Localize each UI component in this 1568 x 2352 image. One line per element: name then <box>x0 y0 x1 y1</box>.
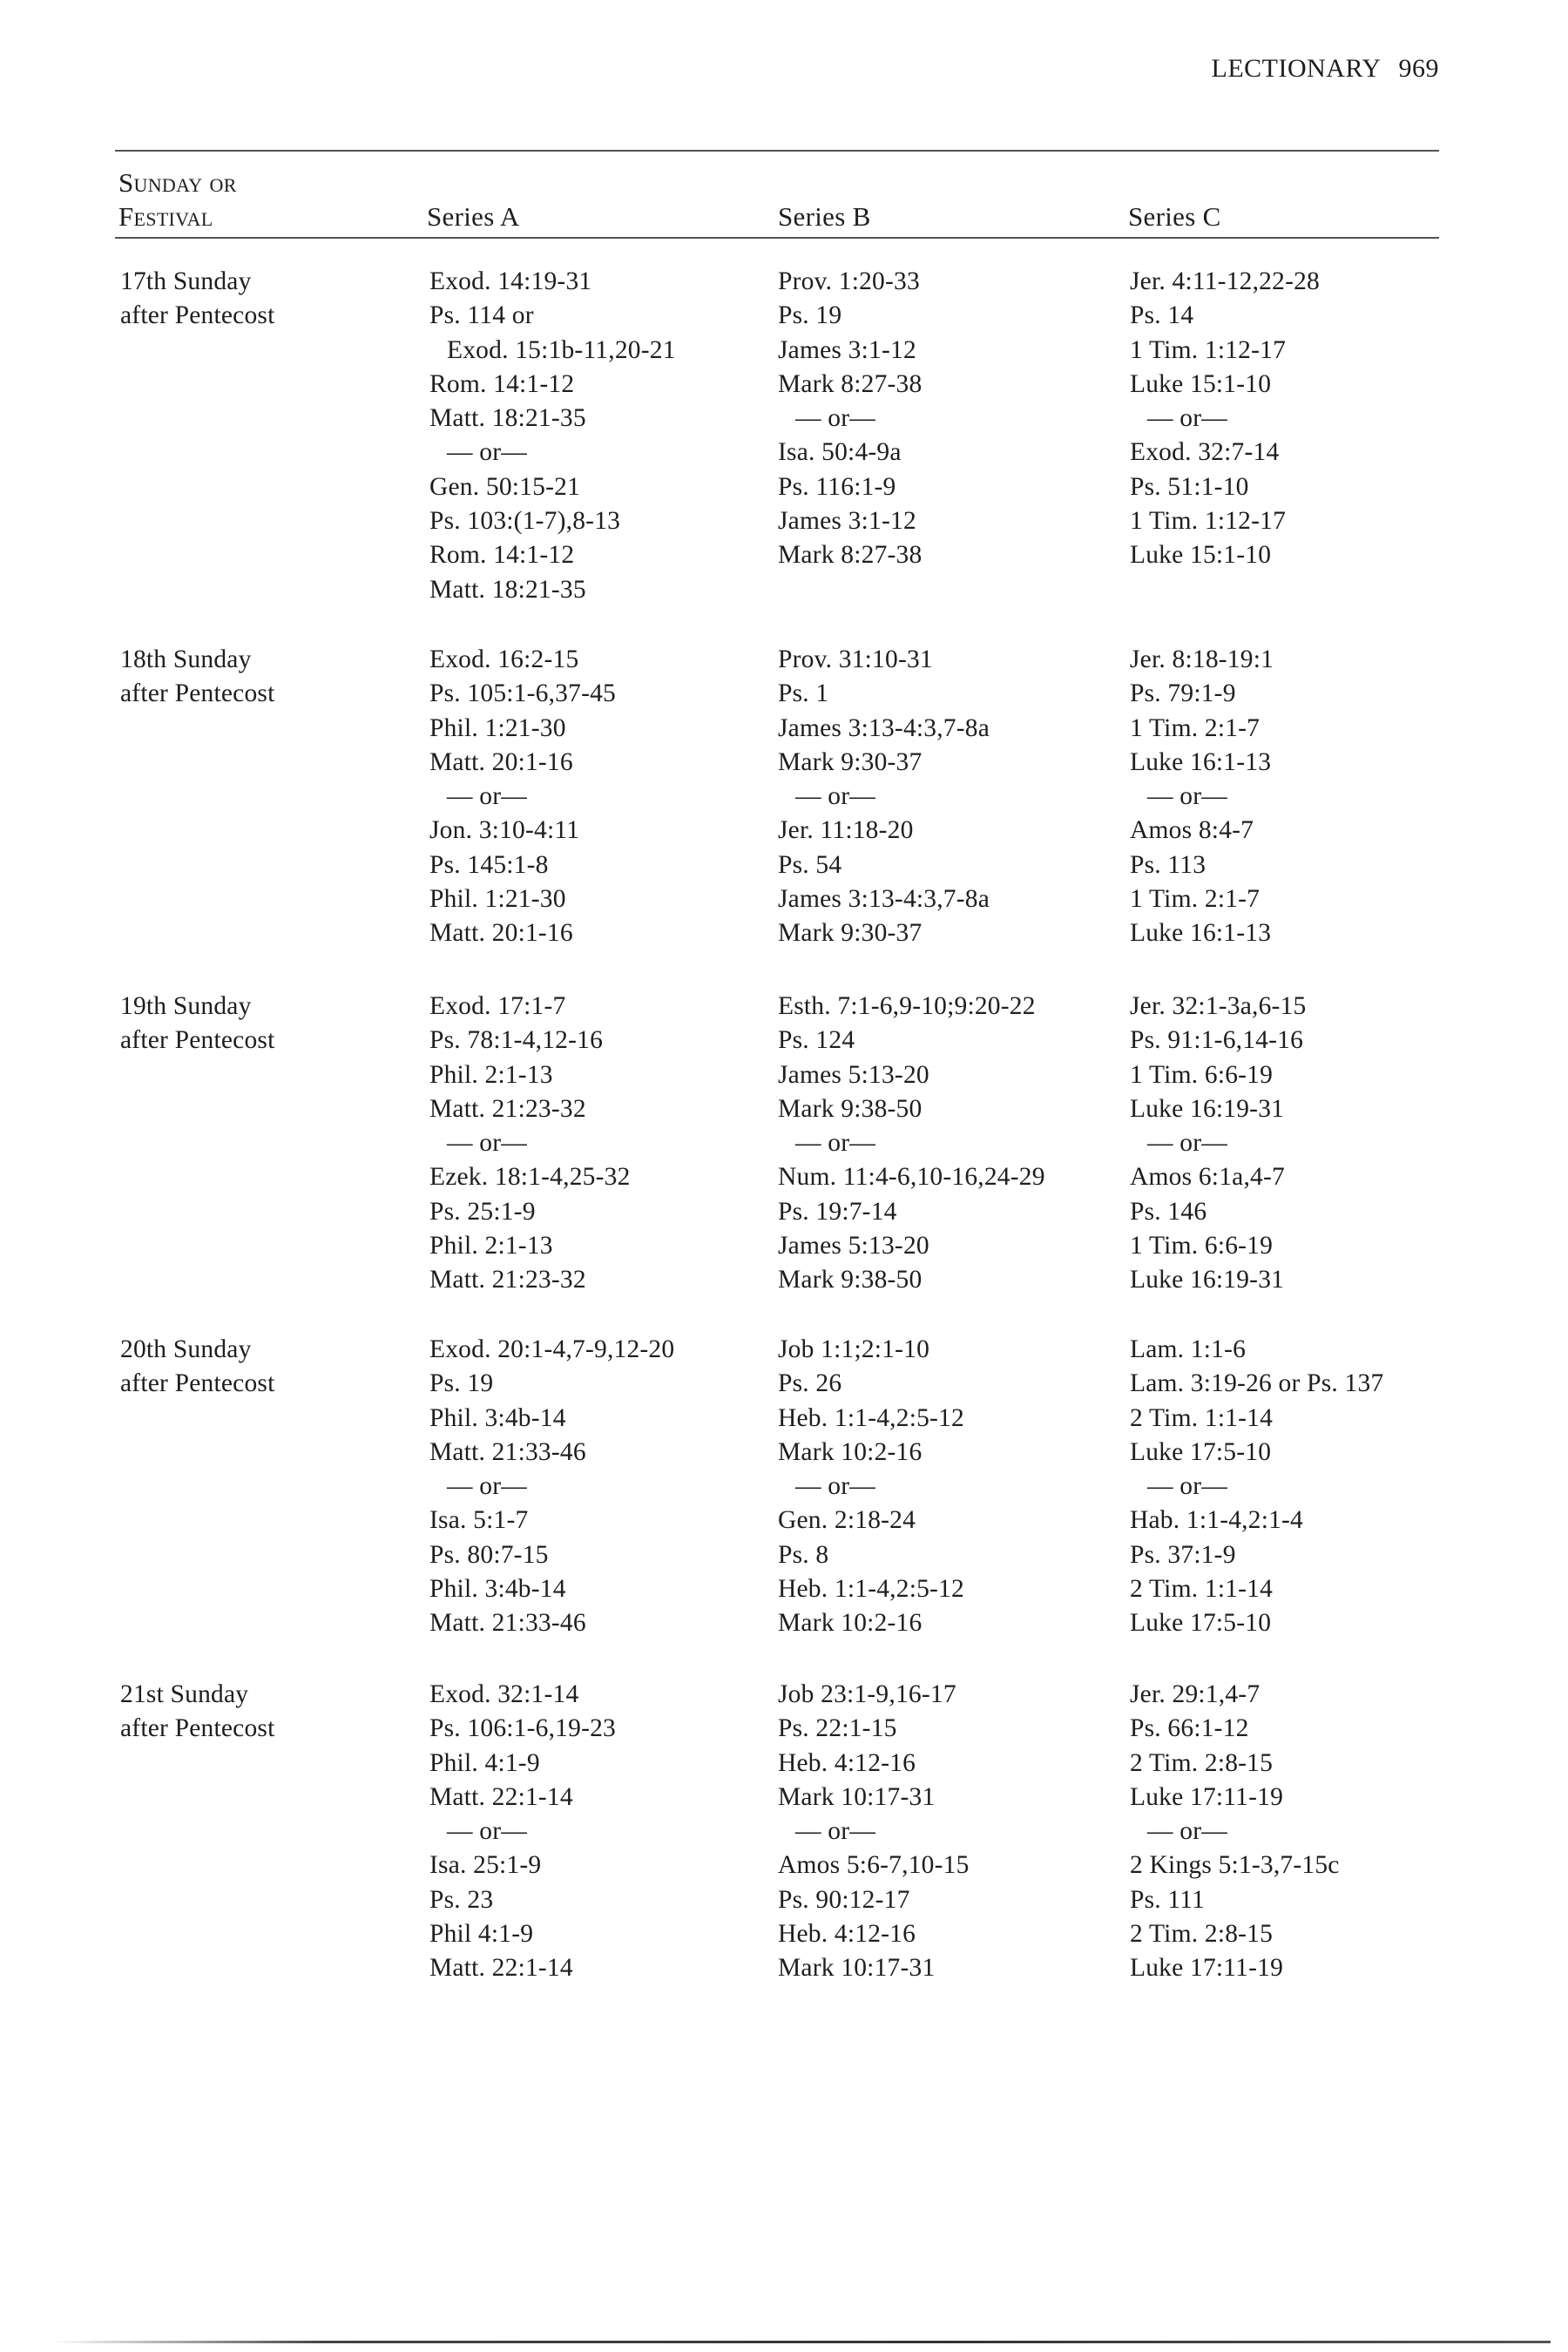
series-a-cell <box>429 643 616 951</box>
reading-line: Luke 16:19-31 <box>1130 1266 1285 1294</box>
festival-cell <box>120 1678 274 1747</box>
reading-line: James 3:1-12 <box>778 335 916 364</box>
reading-line: Jer. 8:18-19:1 <box>1130 645 1274 673</box>
reading-line: Exod. 16:2-15 <box>429 645 579 673</box>
page-edge-line <box>52 2341 1551 2343</box>
reading-line: Jer. 32:1-3a,6-15 <box>1130 992 1307 1020</box>
reading-line: Phil. 1:21-30 <box>429 713 566 742</box>
reading-line: Matt. 21:33-46 <box>429 1437 586 1466</box>
reading-line: Luke 15:1-10 <box>1130 369 1272 398</box>
reading-line: Mark 10:2-16 <box>778 1437 923 1466</box>
festival-line: after Pentecost <box>120 1026 275 1055</box>
reading-line: James 3:13-4:3,7-8a <box>778 885 990 914</box>
running-head <box>1212 54 1440 84</box>
series-b-cell <box>778 1678 970 1986</box>
reading-line: Matt. 18:21-35 <box>429 575 586 604</box>
series-a-cell <box>429 990 631 1298</box>
reading-line: — or— <box>1147 1817 1227 1846</box>
header-top-rule <box>115 150 1439 152</box>
reading-line: Ps. 78:1-4,12-16 <box>429 1026 604 1055</box>
reading-line: Lam. 1:1-6 <box>1130 1335 1247 1363</box>
page-number: 969 <box>1398 54 1439 83</box>
festival-line: 17th Sunday <box>120 267 252 295</box>
reading-line: Prov. 1:20-33 <box>778 267 920 295</box>
series-a-cell <box>429 265 676 607</box>
reading-line: — or— <box>795 782 875 811</box>
reading-line: — or— <box>1147 404 1227 433</box>
running-head-title: LECTIONARY <box>1211 54 1382 83</box>
reading-line: Ps. 116:1-9 <box>778 472 896 501</box>
reading-line: Mark 9:30-37 <box>778 919 923 948</box>
reading-line: Amos 5:6-7,10-15 <box>778 1851 970 1880</box>
reading-line: Heb. 4:12-16 <box>778 1748 916 1777</box>
festival-line: after Pentecost <box>120 1714 275 1743</box>
reading-line: Ps. 66:1-12 <box>1130 1714 1249 1743</box>
reading-line: Amos 8:4-7 <box>1130 816 1254 845</box>
reading-line: Ps. 124 <box>778 1026 855 1055</box>
series-b-cell <box>778 990 1045 1298</box>
series-c-cell <box>1130 265 1320 573</box>
reading-line: Matt. 21:23-32 <box>429 1266 586 1294</box>
reading-line: 1 Tim. 6:6-19 <box>1130 1232 1274 1260</box>
reading-line: Matt. 20:1-16 <box>429 747 573 776</box>
reading-line: — or— <box>1147 1472 1227 1501</box>
reading-line: Lam. 3:19-26 or Ps. 137 <box>1130 1369 1384 1398</box>
series-a-cell <box>429 1333 674 1641</box>
series-c-cell <box>1130 990 1306 1298</box>
reading-line: Ps. 79:1-9 <box>1130 679 1236 708</box>
reading-line: 1 Tim. 2:1-7 <box>1130 885 1260 914</box>
festival-line: 20th Sunday <box>120 1335 252 1363</box>
festival-line: after Pentecost <box>120 301 275 330</box>
reading-line: Luke 16:19-31 <box>1130 1094 1285 1123</box>
reading-line: Ps. 90:12-17 <box>778 1885 910 1914</box>
reading-line: Exod. 20:1-4,7-9,12-20 <box>429 1335 675 1363</box>
reading-line: Phil. 2:1-13 <box>429 1232 553 1260</box>
reading-line: — or— <box>447 1129 527 1158</box>
reading-line: Mark 10:17-31 <box>778 1782 936 1811</box>
festival-cell <box>120 643 274 712</box>
reading-line: Heb. 1:1-4,2:5-12 <box>778 1403 964 1432</box>
reading-line: — or— <box>795 404 875 433</box>
festival-cell <box>120 265 274 334</box>
reading-line: Job 23:1-9,16-17 <box>778 1680 956 1708</box>
reading-line: Jer. 29:1,4-7 <box>1130 1680 1260 1708</box>
header-bottom-rule <box>115 237 1439 239</box>
reading-line: Mark 9:30-37 <box>778 747 923 776</box>
reading-line: Luke 15:1-10 <box>1130 541 1272 570</box>
reading-line: Num. 11:4-6,10-16,24-29 <box>778 1163 1045 1192</box>
column-header-festival-line1: Sunday or <box>118 167 237 198</box>
reading-line: — or— <box>795 1817 875 1846</box>
reading-line: Ps. 1 <box>778 679 829 708</box>
reading-line: Ps. 54 <box>778 850 842 879</box>
reading-line: Mark 10:17-31 <box>778 1954 936 1983</box>
series-c-cell <box>1130 643 1274 951</box>
reading-line: Jer. 11:18-20 <box>778 816 914 845</box>
reading-line: Mark 8:27-38 <box>778 541 923 570</box>
festival-line: after Pentecost <box>120 1369 275 1398</box>
festival-line: 19th Sunday <box>120 992 252 1020</box>
reading-line: Ps. 80:7-15 <box>429 1540 549 1569</box>
reading-line: Phil. 4:1-9 <box>429 1748 540 1777</box>
reading-line: Matt. 22:1-14 <box>429 1782 573 1811</box>
reading-line: Ps. 23 <box>429 1885 494 1914</box>
festival-line: 18th Sunday <box>120 645 252 673</box>
reading-line: Ps. 22:1-15 <box>778 1714 897 1743</box>
reading-line: 1 Tim. 1:12-17 <box>1130 507 1287 536</box>
reading-line: Ps. 105:1-6,37-45 <box>429 679 617 708</box>
reading-line: Jer. 4:11-12,22-28 <box>1130 267 1320 295</box>
reading-line: Matt. 21:23-32 <box>429 1094 586 1123</box>
reading-line: Ezek. 18:1-4,25-32 <box>429 1163 631 1192</box>
reading-line: — or— <box>447 1472 527 1501</box>
series-b-cell <box>778 265 922 573</box>
reading-line: 1 Tim. 6:6-19 <box>1130 1060 1274 1089</box>
reading-line: Luke 17:5-10 <box>1130 1437 1272 1466</box>
reading-line: Ps. 19 <box>778 301 842 330</box>
series-b-cell <box>778 643 990 951</box>
reading-line: — or— <box>795 1129 875 1158</box>
series-c-cell <box>1130 1333 1383 1641</box>
reading-line: Ps. 106:1-6,19-23 <box>429 1714 617 1743</box>
column-header-series-b: Series B <box>778 201 871 232</box>
reading-line: Rom. 14:1-12 <box>429 541 575 570</box>
reading-line: — or— <box>1147 1129 1227 1158</box>
reading-line: 2 Tim. 1:1-14 <box>1130 1403 1274 1432</box>
reading-line: — or— <box>1147 782 1227 811</box>
reading-line: Jon. 3:10-4:11 <box>429 816 580 845</box>
reading-line: Ps. 145:1-8 <box>429 850 549 879</box>
reading-line: Phil. 3:4b-14 <box>429 1403 566 1432</box>
reading-line: Ps. 8 <box>778 1540 829 1569</box>
reading-line: 2 Tim. 2:8-15 <box>1130 1920 1274 1949</box>
reading-line: Isa. 5:1-7 <box>429 1506 529 1535</box>
reading-line: Phil. 3:4b-14 <box>429 1575 566 1604</box>
reading-line: 2 Kings 5:1-3,7-15c <box>1130 1851 1340 1880</box>
series-a-cell <box>429 1678 616 1986</box>
reading-line: Phil. 2:1-13 <box>429 1060 553 1089</box>
reading-line: Matt. 21:33-46 <box>429 1609 586 1638</box>
reading-line: Luke 16:1-13 <box>1130 919 1272 948</box>
reading-line: Matt. 22:1-14 <box>429 1954 573 1983</box>
reading-line: Ps. 19:7-14 <box>778 1197 897 1226</box>
reading-line: Matt. 18:21-35 <box>429 404 586 433</box>
reading-line: — or— <box>447 1817 527 1846</box>
reading-line: Ps. 14 <box>1130 301 1194 330</box>
reading-line: Rom. 14:1-12 <box>429 369 575 398</box>
reading-line: Ps. 114 or <box>429 301 534 330</box>
reading-line: Job 1:1;2:1-10 <box>778 1335 930 1363</box>
reading-line: Mark 9:38-50 <box>778 1094 923 1123</box>
reading-line: Luke 17:11-19 <box>1130 1954 1284 1983</box>
series-c-cell <box>1130 1678 1340 1986</box>
reading-line: — or— <box>447 438 527 467</box>
reading-line: Ps. 19 <box>429 1369 494 1398</box>
reading-line: Esth. 7:1-6,9-10;9:20-22 <box>778 992 1036 1020</box>
reading-line: Ps. 91:1-6,14-16 <box>1130 1026 1304 1055</box>
reading-line: Gen. 2:18-24 <box>778 1506 916 1535</box>
reading-line: Ps. 25:1-9 <box>429 1197 536 1226</box>
reading-line: Mark 9:38-50 <box>778 1266 923 1294</box>
reading-line: Matt. 20:1-16 <box>429 919 573 948</box>
reading-line: Ps. 113 <box>1130 850 1206 879</box>
reading-line: James 3:1-12 <box>778 507 916 536</box>
reading-line: Gen. 50:15-21 <box>429 472 581 501</box>
festival-line: 21st Sunday <box>120 1680 249 1708</box>
reading-line: James 5:13-20 <box>778 1060 929 1089</box>
reading-line: Mark 10:2-16 <box>778 1609 923 1638</box>
reading-line: Luke 16:1-13 <box>1130 747 1272 776</box>
reading-line: Exod. 17:1-7 <box>429 992 566 1020</box>
column-header-series-c: Series C <box>1128 201 1221 232</box>
series-b-cell <box>778 1333 964 1641</box>
reading-line: Ps. 146 <box>1130 1197 1207 1226</box>
reading-line: Heb. 4:12-16 <box>778 1920 916 1949</box>
reading-line: Ps. 51:1-10 <box>1130 472 1249 501</box>
reading-line: James 5:13-20 <box>778 1232 929 1260</box>
reading-line: Ps. 111 <box>1130 1885 1206 1914</box>
reading-line: Isa. 25:1-9 <box>429 1851 542 1880</box>
reading-line: Exod. 14:19-31 <box>429 267 592 295</box>
reading-line: Ps. 26 <box>778 1369 842 1398</box>
reading-line: Phil. 1:21-30 <box>429 885 566 914</box>
reading-line: Isa. 50:4-9a <box>778 438 902 467</box>
reading-line: Exod. 15:1b-11,20-21 <box>447 335 676 364</box>
reading-line: Luke 17:11-19 <box>1130 1782 1284 1811</box>
reading-line: 2 Tim. 2:8-15 <box>1130 1748 1274 1777</box>
reading-line: Luke 17:5-10 <box>1130 1609 1272 1638</box>
reading-line: Hab. 1:1-4,2:1-4 <box>1130 1506 1304 1535</box>
reading-line: Mark 8:27-38 <box>778 369 923 398</box>
reading-line: Ps. 103:(1-7),8-13 <box>429 507 621 536</box>
festival-cell <box>120 990 274 1058</box>
reading-line: 2 Tim. 1:1-14 <box>1130 1575 1274 1604</box>
reading-line: Prov. 31:10-31 <box>778 645 933 673</box>
festival-cell <box>120 1333 274 1402</box>
column-header-series-a: Series A <box>427 201 520 232</box>
reading-line: 1 Tim. 2:1-7 <box>1130 713 1260 742</box>
reading-line: Exod. 32:7-14 <box>1130 438 1280 467</box>
reading-line: James 3:13-4:3,7-8a <box>778 713 990 742</box>
reading-line: — or— <box>795 1472 875 1501</box>
reading-line: Exod. 32:1-14 <box>429 1680 579 1708</box>
reading-line: Amos 6:1a,4-7 <box>1130 1163 1285 1192</box>
column-header-festival-line2: Festival <box>118 201 213 232</box>
column-header-festival <box>118 166 237 233</box>
reading-line: Phil 4:1-9 <box>429 1920 534 1949</box>
festival-line: after Pentecost <box>120 679 275 708</box>
reading-line: 1 Tim. 1:12-17 <box>1130 335 1287 364</box>
reading-line: — or— <box>447 782 527 811</box>
reading-line: Heb. 1:1-4,2:5-12 <box>778 1575 964 1604</box>
reading-line: Ps. 37:1-9 <box>1130 1540 1236 1569</box>
